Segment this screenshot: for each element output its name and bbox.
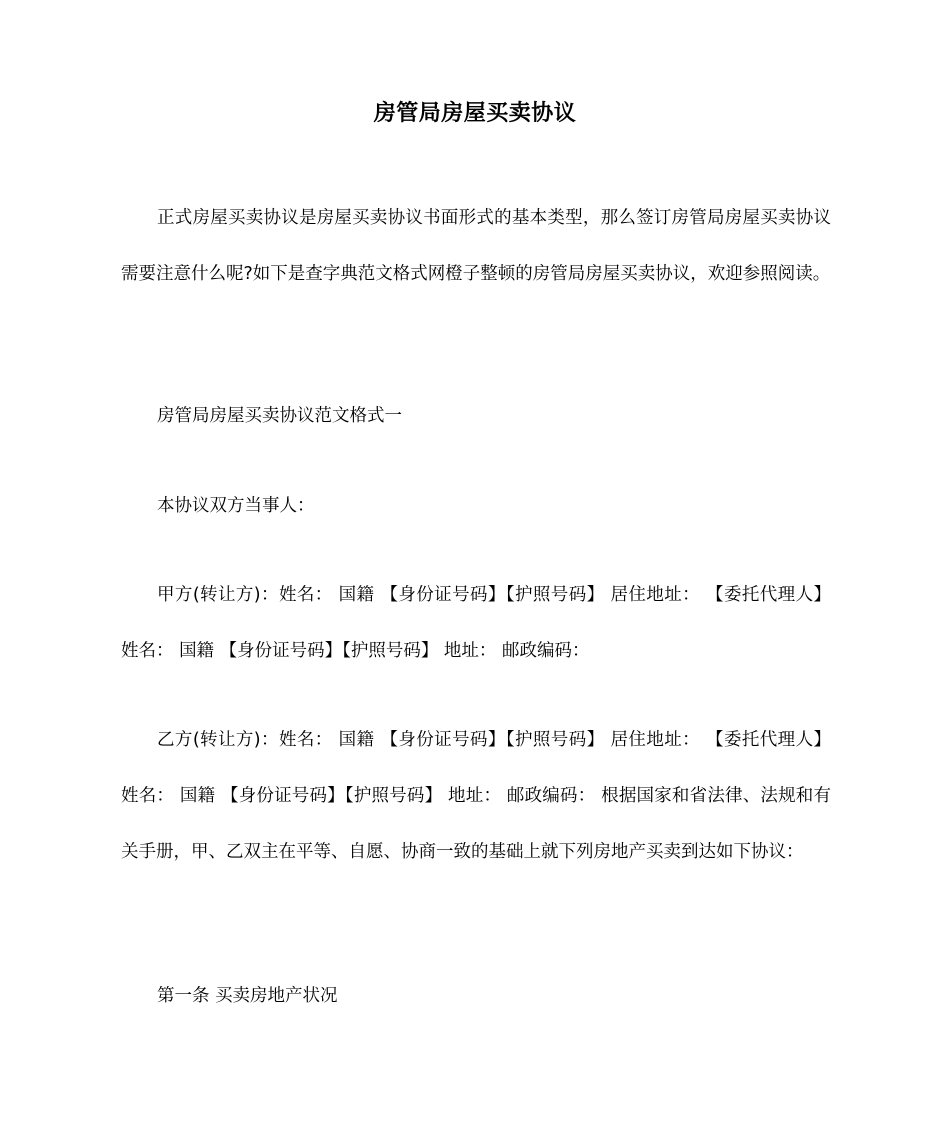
party-a-paragraph: 甲方(转让方)：姓名： 国籍 【身份证号码】【护照号码】 居住地址： 【委托代理人】姓名： 国籍 【身份证号码】【护照号码】 地址： 邮政编码：: [121, 585, 831, 661]
section-heading-template-one: 房管局房屋买卖协议范文格式一: [157, 406, 402, 426]
document-title: 房管局房屋买卖协议: [373, 101, 577, 126]
parties-heading: 本协议双方当事人：: [157, 496, 315, 516]
article-one-heading: 第一条 买卖房地产状况: [157, 986, 338, 1006]
party-b-paragraph: 乙方(转让方)：姓名： 国籍 【身份证号码】【护照号码】 居住地址： 【委托代理人】姓名： 国籍 【身份证号码】【护照号码】 地址： 邮政编码： 根据国家和省法律、法规和有关手册，甲、乙双主在平等、自愿、协商一致的基础上就下列房地产买卖到达如下协议：: [121, 730, 831, 862]
intro-paragraph: 正式房屋买卖协议是房屋买卖协议书面形式的基本类型，那么签订房管局房屋买卖协议需要注意什么呢?如下是查字典范文格式网橙子整顿的房管局房屋买卖协议，欢迎参照阅读。: [121, 208, 831, 284]
